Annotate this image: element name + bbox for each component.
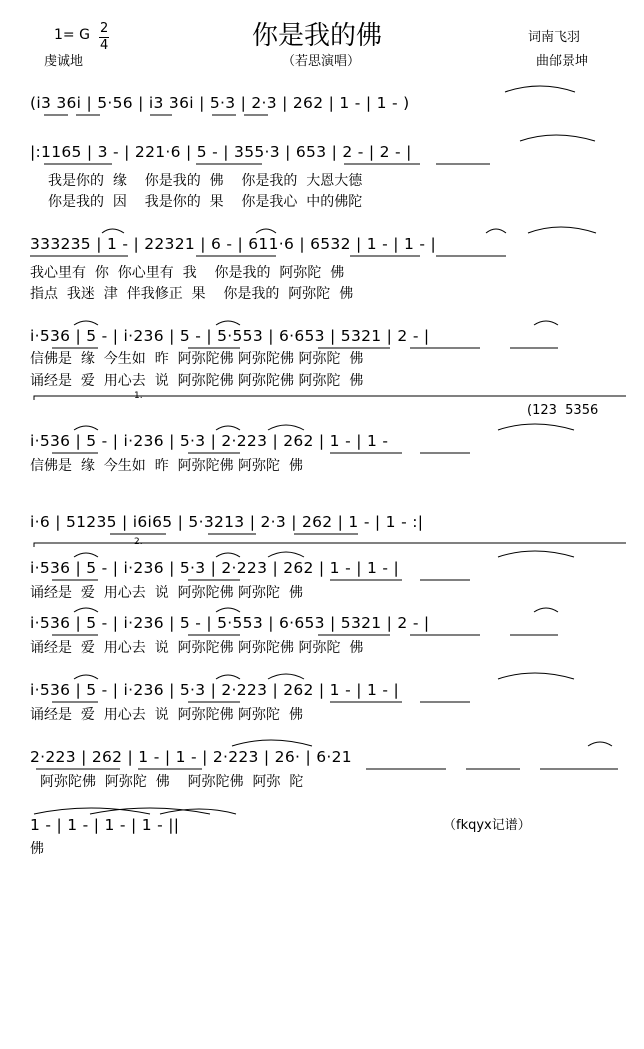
slur-arc bbox=[268, 425, 304, 430]
slur-arc bbox=[498, 673, 574, 679]
slur-arc bbox=[74, 608, 98, 612]
slur-arc bbox=[74, 553, 98, 557]
slur-arc bbox=[232, 740, 312, 746]
slur-arc bbox=[216, 426, 240, 430]
volta-2-label: 2. bbox=[134, 537, 143, 547]
notation-row-10: 1 - | 1 - | 1 - | 1 - || bbox=[30, 816, 180, 834]
slur-arc bbox=[216, 675, 240, 679]
lyrics-row-3-verse-1: 信佛是 缘 今生如 昨 阿弥陀佛 阿弥陀佛 阿弥陀 佛 bbox=[30, 351, 364, 367]
lyrics-row-10-verse-1: 佛 bbox=[30, 841, 44, 857]
slur-arc bbox=[268, 674, 304, 679]
notation-row-4: i·536 | 5 - | i·236 | 5·3 | 2·223 | 262 | 1 - | 1 - bbox=[30, 432, 389, 450]
lyrics-row-2-verse-1: 我心里有 你 你心里有 我 你是我的 阿弥陀 佛 bbox=[30, 265, 345, 281]
slur-arc bbox=[498, 424, 574, 430]
notation-row-3: i·536 | 5 - | i·236 | 5 - | 5·553 | 6·653 | 5321 | 2 - | bbox=[30, 327, 430, 345]
lyrics-row-6-verse-1: 诵经是 爱 用心去 说 阿弥陀佛 阿弥陀 佛 bbox=[30, 585, 303, 601]
slur-arc bbox=[486, 229, 506, 233]
slur-arc bbox=[74, 426, 98, 430]
volta-1-label: 1. bbox=[134, 391, 143, 401]
notation-row-0: (i3 36i | 5·56 | i3 36i | 5·3 | 2·3 | 262 | 1 - | 1 - ) bbox=[30, 94, 410, 112]
slur-arc bbox=[588, 742, 612, 746]
time-signature-denominator: 4 bbox=[100, 38, 109, 53]
lyrics-row-9-verse-1: 阿弥陀佛 阿弥陀 佛 阿弥陀佛 阿弥 陀 bbox=[40, 774, 304, 790]
slur-arc bbox=[498, 551, 574, 557]
lyrics-row-8-verse-1: 诵经是 爱 用心去 说 阿弥陀佛 阿弥陀 佛 bbox=[30, 707, 303, 723]
slur-arc bbox=[216, 553, 240, 557]
lyricist: 词南飞羽 bbox=[528, 30, 581, 45]
lyrics-row-4-verse-1: 信佛是 缘 今生如 昨 阿弥陀佛 阿弥陀 佛 bbox=[30, 458, 303, 474]
slur-arc bbox=[268, 552, 304, 557]
notation-row-2: 333235 | 1 - | 22321 | 6 - | 611·6 | 6532 | 1 - | 1 - | bbox=[30, 235, 437, 253]
volta-1-bracket bbox=[34, 396, 626, 400]
slur-arc bbox=[74, 675, 98, 679]
pickup-phrase: (123 5356 bbox=[527, 403, 599, 418]
slur-arc bbox=[520, 135, 595, 141]
slur-arc bbox=[216, 321, 240, 325]
slur-arc bbox=[528, 227, 596, 233]
slur-arc bbox=[216, 608, 240, 612]
notation-row-8: i·536 | 5 - | i·236 | 5·3 | 2·223 | 262 | 1 - | 1 - | bbox=[30, 681, 399, 699]
slur-arc bbox=[74, 321, 98, 325]
performer-subtitle: （若思演唱） bbox=[282, 54, 361, 69]
key-signature: 1= G bbox=[54, 27, 90, 43]
notation-row-7: i·536 | 5 - | i·236 | 5 - | 5·553 | 6·653 | 5321 | 2 - | bbox=[30, 614, 430, 632]
volta-2-bracket bbox=[34, 543, 626, 547]
lyrics-row-1-verse-2: 你是我的 因 我是你的 果 你是我心 中的佛陀 bbox=[48, 194, 363, 210]
transcriber-credit: （fkqyx记谱） bbox=[443, 818, 531, 833]
notation-row-9: 2·223 | 262 | 1 - | 1 - | 2·223 | 26· | 6·21 bbox=[30, 748, 352, 766]
composer: 曲邰景坤 bbox=[536, 54, 589, 69]
slur-arc bbox=[534, 321, 558, 325]
lyrics-row-3-verse-2: 诵经是 爱 用心去 说 阿弥陀佛 阿弥陀佛 阿弥陀 佛 bbox=[30, 373, 364, 389]
slur-arc bbox=[102, 229, 124, 233]
slur-arc bbox=[505, 86, 575, 92]
slur-arc bbox=[256, 229, 276, 233]
time-signature-numerator: 2 bbox=[100, 21, 109, 36]
tempo-mood: 虔诚地 bbox=[44, 54, 84, 69]
lyrics-row-7-verse-1: 诵经是 爱 用心去 说 阿弥陀佛 阿弥陀佛 阿弥陀 佛 bbox=[30, 640, 364, 656]
song-title: 你是我的佛 bbox=[252, 21, 383, 51]
lyrics-row-1-verse-1: 我是你的 缘 你是我的 佛 你是我的 大恩大德 bbox=[48, 173, 363, 189]
notation-row-1: |:1165 | 3 - | 221·6 | 5 - | 355·3 | 653 | 2 - | 2 - | bbox=[30, 143, 412, 161]
notation-row-6: i·536 | 5 - | i·236 | 5·3 | 2·223 | 262 | 1 - | 1 - | bbox=[30, 559, 399, 577]
notation-row-5: i·6 | 51235 | i6i65 | 5·3213 | 2·3 | 262 | 1 - | 1 - :| bbox=[30, 513, 424, 531]
slur-arc bbox=[534, 608, 558, 612]
lyrics-row-2-verse-2: 指点 我迷 津 伴我修正 果 你是我的 阿弥陀 佛 bbox=[30, 286, 354, 302]
